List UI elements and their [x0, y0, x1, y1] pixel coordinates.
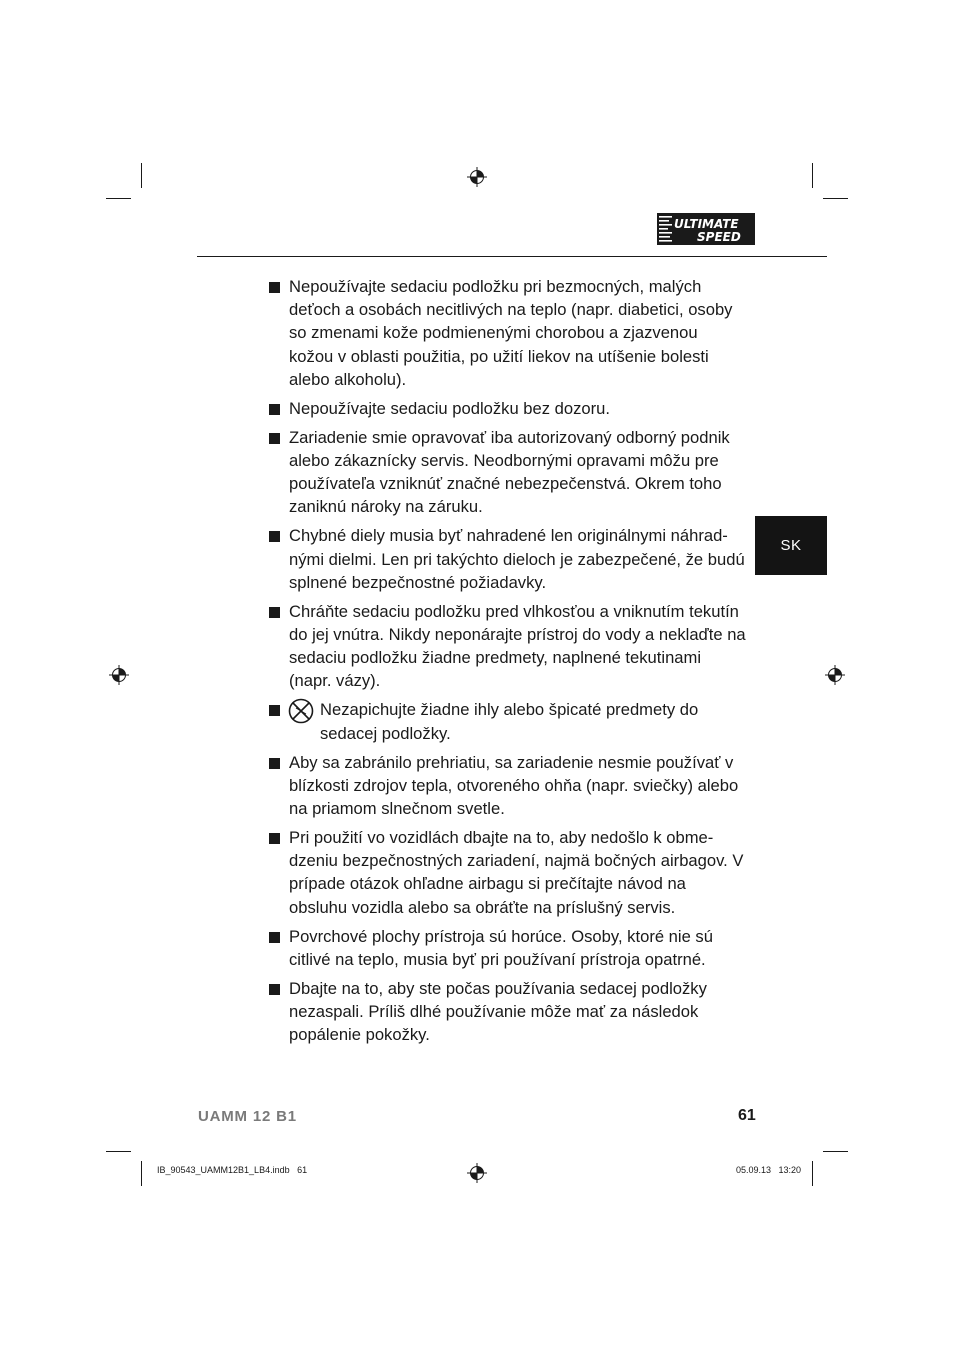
list-item — [266, 426, 746, 519]
list-item-text: Zariadenie smie opravovať iba autorizovaný odborný podnik alebo zákaznícky servis. Neodbornými opravami môžu pre používateľa vzniknúť značné nebezpečenstvá. Okrem toho zaniknú nároky na záruku. — [289, 427, 730, 517]
list-item — [266, 977, 746, 1047]
list-item-text: Dbajte na to, aby ste počas používania sedacej podložky nezaspali. Príliš dlhé používanie môže mať za následok popálenie pokožky. — [289, 978, 707, 1045]
footer-model: UAMM 12 B1 — [198, 1108, 297, 1125]
print-slug-file: IB_90543_UAMM12B1_LB4.indb 61 — [157, 1165, 308, 1175]
square-bullet-icon — [269, 282, 280, 293]
square-bullet-icon — [269, 705, 280, 716]
svg-text:ULTIMATE: ULTIMATE — [674, 217, 739, 231]
list-item — [266, 925, 746, 971]
registration-mark-icon — [825, 665, 845, 685]
crop-mark — [141, 1161, 142, 1186]
crop-mark — [812, 163, 813, 188]
list-item — [266, 751, 746, 821]
page-number: 61 — [738, 1107, 756, 1124]
language-tab-label: SK — [780, 537, 802, 554]
list-item — [266, 600, 746, 693]
list-item-text: Pri použití vo vozidlách dbajte na to, aby nedošlo k obme-dzeniu bezpečnostných zariadení, najmä bočných airbagov. V prípade otázok ohľadne airbagu si prečítajte návod na obsluhu vozidla alebo sa obráťte na príslušný servis. — [289, 828, 744, 917]
crop-mark — [812, 1161, 813, 1186]
crop-mark — [106, 198, 131, 199]
list-item-text: Povrchové plochy prístroja sú horúce. Osoby, ktoré nie sú citlivé na teplo, musia byť pri používaní prístroja opatrné. — [289, 926, 713, 969]
crop-mark — [823, 1151, 848, 1152]
language-tab — [755, 516, 827, 575]
square-bullet-icon — [269, 758, 280, 769]
square-bullet-icon — [269, 404, 280, 415]
print-slug-datetime: 05.09.13 13:20 — [736, 1165, 802, 1175]
list-item-text: Nepoužívajte sedaciu podložku pri bezmocných, malých deťoch a osobách necitlivých na teplo (napr. diabetici, osoby so zmenami kože podmienenými chorobou a zjazvenou kožou v oblasti použitia, po užití liekov na utíšenie bolesti alebo alkoholu). — [289, 277, 733, 389]
safety-instructions-list — [266, 275, 746, 1052]
square-bullet-icon — [269, 607, 280, 618]
list-item-text: Chybné diely musia byť nahradené len originálnymi náhrad-nými dielmi. Len pri takýchto dieloch je zabezpečené, že budú splnené bezpečnostné požiadavky. — [289, 526, 745, 592]
list-item-text: Nezapichujte žiadne ihly alebo špicaté predmety do sedacej podložky. — [320, 700, 699, 743]
ultimate-speed-logo — [657, 213, 755, 245]
header-rule — [197, 256, 827, 257]
list-item — [266, 275, 746, 391]
registration-mark-icon — [467, 167, 487, 187]
svg-text:SPEED: SPEED — [697, 230, 741, 244]
registration-mark-icon — [467, 1163, 487, 1183]
list-item — [266, 524, 746, 594]
list-item-text: Aby sa zabránilo prehriatiu, sa zariadenie nesmie používať v blízkosti zdrojov tepla, otvoreného ohňa (napr. sviečky) alebo na priamom slnečnom svetle. — [289, 752, 739, 819]
list-item-text: Chráňte sedaciu podložku pred vlhkosťou a vniknutím tekutín do jej vnútra. Nikdy neponárajte prístroj do vody a neklaďte na sedaciu podložku žiadne predmety, naplnené tekutinami (napr. vázy). — [289, 601, 746, 691]
list-item — [266, 698, 746, 744]
list-item — [266, 397, 746, 420]
square-bullet-icon — [269, 932, 280, 943]
square-bullet-icon — [269, 984, 280, 995]
square-bullet-icon — [269, 833, 280, 844]
crop-mark — [823, 198, 848, 199]
crop-mark — [106, 1151, 131, 1152]
list-item — [266, 826, 746, 919]
square-bullet-icon — [269, 531, 280, 542]
no-needles-icon — [288, 698, 314, 724]
registration-mark-icon — [109, 665, 129, 685]
list-item-text: Nepoužívajte sedaciu podložku bez dozoru. — [289, 398, 611, 418]
crop-mark — [141, 163, 142, 188]
square-bullet-icon — [269, 433, 280, 444]
